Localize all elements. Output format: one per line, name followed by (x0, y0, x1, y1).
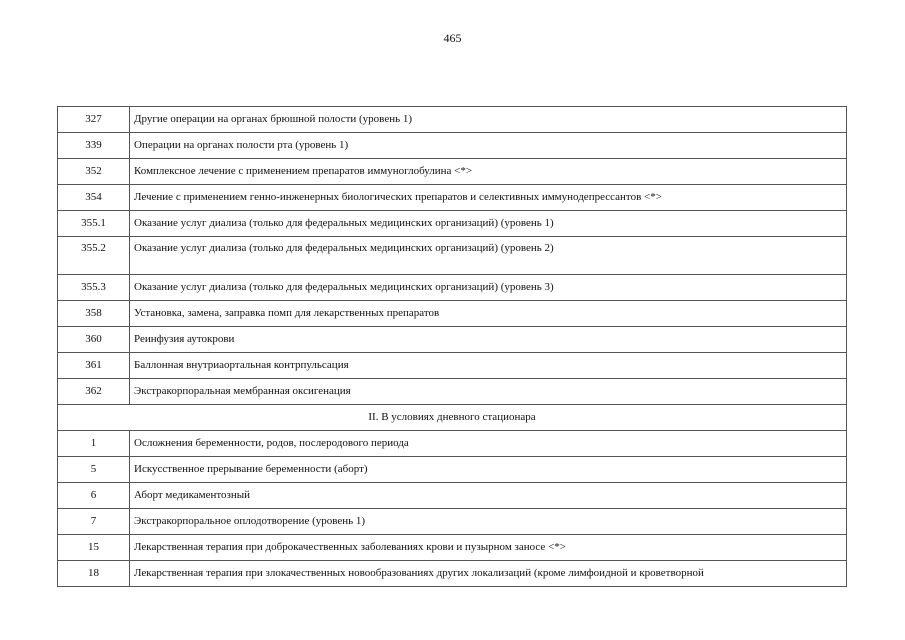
table-row (58, 237, 847, 275)
row-name: Осложнения беременности, родов, послеродового периода (130, 431, 847, 457)
row-code: 361 (58, 353, 130, 379)
row-code: 354 (58, 185, 130, 211)
row-code: 358 (58, 301, 130, 327)
row-name: Операции на органах полости рта (уровень 1) (130, 133, 847, 159)
row-name: Аборт медикаментозный (130, 483, 847, 509)
service-codes-table (57, 106, 847, 587)
row-name: Лекарственная терапия при злокачественных новообразованиях других локализаций (кроме лимфоидной и кроветворной (130, 561, 847, 587)
row-name: Другие операции на органах брюшной полости (уровень 1) (130, 107, 847, 133)
row-code: 355.1 (58, 211, 130, 237)
row-name: Лечение с применением генно-инженерных биологических препаратов и селективных иммунодепрессантов <*> (130, 185, 847, 211)
row-name: Экстракорпоральная мембранная оксигенация (130, 379, 847, 405)
table-row (58, 301, 847, 327)
table-row (58, 561, 847, 587)
table-row (58, 107, 847, 133)
table-row (58, 431, 847, 457)
row-code: 15 (58, 535, 130, 561)
row-code: 352 (58, 159, 130, 185)
row-name: Установка, замена, заправка помп для лекарственных препаратов (130, 301, 847, 327)
table-row (58, 535, 847, 561)
row-name: Комплексное лечение с применением препаратов иммуноглобулина <*> (130, 159, 847, 185)
row-name: Лекарственная терапия при доброкачественных заболеваниях крови и пузырном заносе <*> (130, 535, 847, 561)
row-code: 18 (58, 561, 130, 587)
table-row (58, 509, 847, 535)
row-code: 7 (58, 509, 130, 535)
row-code: 355.2 (58, 237, 130, 275)
row-name: Оказание услуг диализа (только для федеральных медицинских организаций) (уровень 2) (130, 237, 847, 275)
table-row (58, 133, 847, 159)
table-row (58, 275, 847, 301)
row-name: Экстракорпоральное оплодотворение (уровень 1) (130, 509, 847, 535)
row-code: 362 (58, 379, 130, 405)
row-code: 5 (58, 457, 130, 483)
page-number: 465 (443, 31, 462, 45)
row-code: 327 (58, 107, 130, 133)
row-name: Оказание услуг диализа (только для федеральных медицинских организаций) (уровень 1) (130, 211, 847, 237)
table-row (58, 159, 847, 185)
row-code: 360 (58, 327, 130, 353)
row-name: Реинфузия аутокрови (130, 327, 847, 353)
table-row (58, 185, 847, 211)
section-title: II. В условиях дневного стационара (58, 405, 847, 431)
row-code: 339 (58, 133, 130, 159)
table-row (58, 379, 847, 405)
row-code: 6 (58, 483, 130, 509)
row-code: 355.3 (58, 275, 130, 301)
row-name: Оказание услуг диализа (только для федеральных медицинских организаций) (уровень 3) (130, 275, 847, 301)
table-row (58, 327, 847, 353)
row-code: 1 (58, 431, 130, 457)
table-row (58, 211, 847, 237)
table-row (58, 483, 847, 509)
row-name: Баллонная внутриаортальная контрпульсация (130, 353, 847, 379)
row-name: Искусственное прерывание беременности (аборт) (130, 457, 847, 483)
table-row (58, 457, 847, 483)
section-header-row (58, 405, 847, 431)
table-row (58, 353, 847, 379)
